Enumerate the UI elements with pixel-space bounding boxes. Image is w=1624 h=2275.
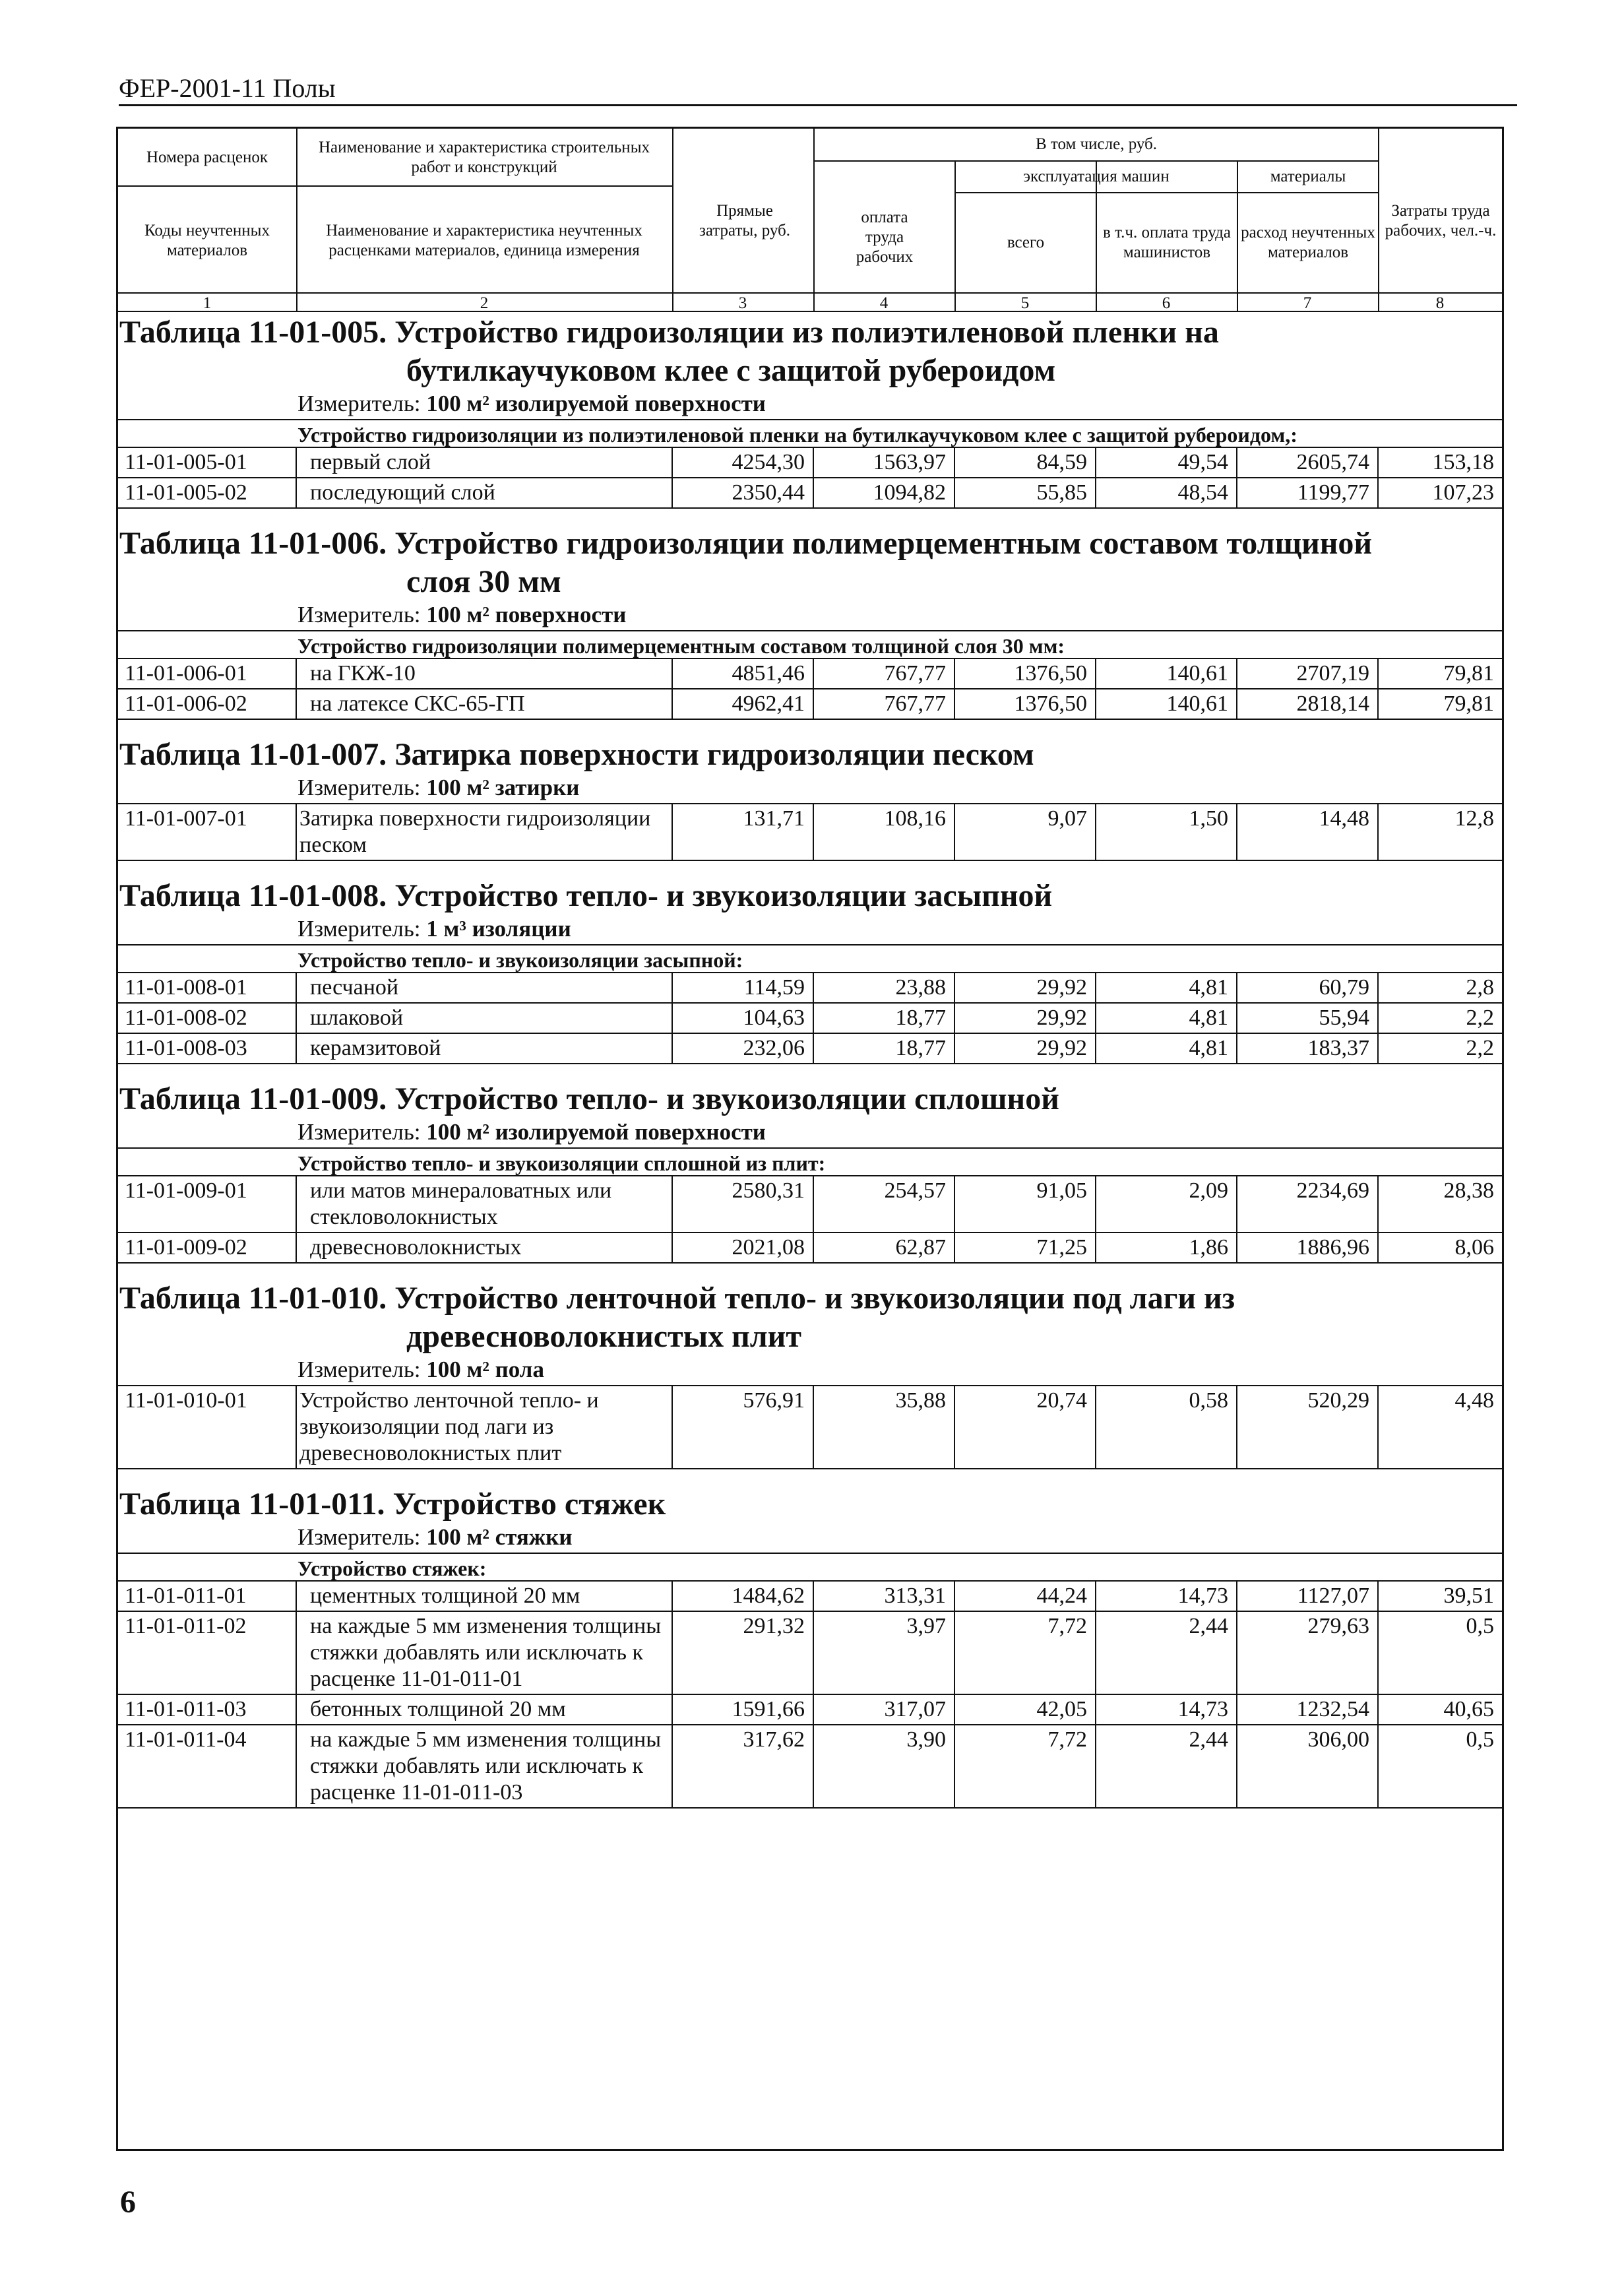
cell-operators: 1,50 bbox=[1096, 804, 1237, 860]
cell-name: Затирка поверхности гидроизоляции песком bbox=[296, 804, 672, 860]
unit-label: Измеритель: bbox=[297, 602, 427, 627]
cell-name: шлаковой bbox=[296, 1003, 672, 1033]
cell-hours: 40,65 bbox=[1378, 1694, 1502, 1725]
header-material-codes: Коды неучтенных материалов bbox=[144, 222, 270, 259]
unit-value: 100 м² изолируемой поверхности bbox=[426, 1119, 766, 1145]
cell-operators: 2,44 bbox=[1096, 1725, 1237, 1808]
cell-materials: 279,63 bbox=[1237, 1611, 1378, 1694]
header-direct-costs: Прямые затраты, руб. bbox=[699, 202, 791, 240]
unit-value: 100 м² изолируемой поверхности bbox=[426, 391, 766, 416]
cell-labor: 767,77 bbox=[813, 659, 954, 689]
unit-label: Измеритель: bbox=[297, 916, 427, 942]
cell-labor: 18,77 bbox=[813, 1003, 954, 1033]
header-work-name: Наименование и характеристика строительных работ и конструкций bbox=[318, 139, 650, 176]
cell-code: 11-01-010-01 bbox=[118, 1386, 296, 1469]
cell-code: 11-01-011-01 bbox=[118, 1582, 296, 1611]
section-title-line2: древесноволокнистых плит bbox=[406, 1319, 801, 1354]
cell-operators: 140,61 bbox=[1096, 659, 1237, 689]
cell-machines: 9,07 bbox=[954, 804, 1096, 860]
header-material-name: Наименование и характеристика неучтенных расценками материалов, единица измерения bbox=[326, 222, 642, 259]
section-group-label: Устройство стяжек: bbox=[118, 1553, 1502, 1582]
cell-hours: 12,8 bbox=[1378, 804, 1502, 860]
cell-code: 11-01-009-01 bbox=[118, 1176, 296, 1233]
cell-machines: 7,72 bbox=[954, 1611, 1096, 1694]
cell-materials: 2234,69 bbox=[1237, 1176, 1378, 1233]
cell-labor: 317,07 bbox=[813, 1694, 954, 1725]
unit-value: 100 м² затирки bbox=[426, 775, 580, 800]
table-row bbox=[118, 1233, 1502, 1263]
cell-direct: 4851,46 bbox=[672, 659, 813, 689]
cell-labor: 35,88 bbox=[813, 1386, 954, 1469]
table-row bbox=[118, 1176, 1502, 1233]
table-row bbox=[118, 1033, 1502, 1064]
column-number: 6 bbox=[1162, 294, 1171, 312]
cell-labor: 1563,97 bbox=[813, 448, 954, 478]
cell-machines: 84,59 bbox=[954, 448, 1096, 478]
cell-materials: 183,37 bbox=[1237, 1033, 1378, 1064]
header-operator-pay: в т.ч. оплата труда машинистов bbox=[1103, 224, 1231, 261]
cell-labor: 3,97 bbox=[813, 1611, 954, 1694]
rate-table-section bbox=[118, 313, 1502, 525]
cell-materials: 1199,77 bbox=[1237, 478, 1378, 508]
cell-hours: 79,81 bbox=[1378, 659, 1502, 689]
section-group-label bbox=[118, 1385, 1502, 1386]
rate-table-section bbox=[118, 1279, 1502, 1485]
column-number: 3 bbox=[738, 294, 747, 312]
cell-labor: 18,77 bbox=[813, 1033, 954, 1064]
cell-machines: 29,92 bbox=[954, 1003, 1096, 1033]
rate-table-section bbox=[118, 877, 1502, 1080]
cell-direct: 4962,41 bbox=[672, 689, 813, 719]
cell-name: на каждые 5 мм изменения толщины стяжки добавлять или исключать к расценке 11-01-011-03 bbox=[296, 1725, 672, 1808]
section-title bbox=[118, 525, 1502, 601]
cell-code: 11-01-008-02 bbox=[118, 1003, 296, 1033]
unit-value: 100 м² стяжки bbox=[426, 1524, 573, 1550]
table-row bbox=[118, 478, 1502, 508]
cell-code: 11-01-008-01 bbox=[118, 973, 296, 1003]
cell-direct: 2350,44 bbox=[672, 478, 813, 508]
section-group-label: Устройство гидроизоляции полимерцементным составом толщиной слоя 30 мм: bbox=[118, 630, 1502, 659]
unit-value: 1 м³ изоляции bbox=[426, 916, 571, 942]
section-title bbox=[118, 1080, 1502, 1118]
cell-code: 11-01-007-01 bbox=[118, 804, 296, 860]
cell-direct: 232,06 bbox=[672, 1033, 813, 1064]
column-number: 8 bbox=[1435, 294, 1445, 312]
cell-labor: 108,16 bbox=[813, 804, 954, 860]
cell-machines: 20,74 bbox=[954, 1386, 1096, 1469]
section-unit bbox=[118, 1356, 1502, 1385]
cell-name: последующий слой bbox=[296, 478, 672, 508]
unit-label: Измеритель: bbox=[297, 1357, 427, 1382]
rates-table bbox=[116, 127, 1504, 2151]
cell-hours: 8,06 bbox=[1378, 1233, 1502, 1263]
table-row bbox=[118, 689, 1502, 719]
cell-hours: 107,23 bbox=[1378, 478, 1502, 508]
header-labor-hours: Затраты труда рабочих, чел.-ч. bbox=[1385, 202, 1497, 240]
section-title-line1: Таблица 11-01-008. Устройство тепло- и звукоизоляции засыпной bbox=[119, 878, 1053, 913]
cell-operators: 140,61 bbox=[1096, 689, 1237, 719]
section-unit bbox=[118, 1118, 1502, 1147]
cell-materials: 14,48 bbox=[1237, 804, 1378, 860]
cell-name: на латексе СКС-65-ГП bbox=[296, 689, 672, 719]
cell-hours: 39,51 bbox=[1378, 1582, 1502, 1611]
section-title-line1: Таблица 11-01-011. Устройство стяжек bbox=[119, 1487, 666, 1522]
cell-code: 11-01-006-02 bbox=[118, 689, 296, 719]
section-title-line1: Таблица 11-01-009. Устройство тепло- и звукоизоляции сплошной bbox=[119, 1081, 1059, 1116]
section-group-label bbox=[118, 803, 1502, 804]
column-number: 2 bbox=[480, 294, 489, 312]
cell-materials: 1886,96 bbox=[1237, 1233, 1378, 1263]
table-row bbox=[118, 1694, 1502, 1725]
cell-materials: 2818,14 bbox=[1237, 689, 1378, 719]
cell-code: 11-01-005-01 bbox=[118, 448, 296, 478]
cell-operators: 49,54 bbox=[1096, 448, 1237, 478]
column-number: 5 bbox=[1020, 294, 1030, 312]
cell-hours: 28,38 bbox=[1378, 1176, 1502, 1233]
cell-code: 11-01-006-01 bbox=[118, 659, 296, 689]
section-title-line1: Таблица 11-01-007. Затирка поверхности гидроизоляции песком bbox=[119, 737, 1034, 772]
section-group-label: Устройство тепло- и звукоизоляции засыпной: bbox=[118, 944, 1502, 973]
cell-direct: 131,71 bbox=[672, 804, 813, 860]
cell-hours: 0,5 bbox=[1378, 1611, 1502, 1694]
cell-materials: 2707,19 bbox=[1237, 659, 1378, 689]
cell-code: 11-01-008-03 bbox=[118, 1033, 296, 1064]
cell-materials: 60,79 bbox=[1237, 973, 1378, 1003]
cell-direct: 317,62 bbox=[672, 1725, 813, 1808]
section-title bbox=[118, 313, 1502, 390]
cell-hours: 153,18 bbox=[1378, 448, 1502, 478]
section-unit bbox=[118, 774, 1502, 803]
cell-machines: 71,25 bbox=[954, 1233, 1096, 1263]
header-machines-total: всего bbox=[1007, 234, 1045, 251]
section-rows bbox=[118, 448, 1502, 509]
cell-direct: 576,91 bbox=[672, 1386, 813, 1469]
table-row bbox=[118, 659, 1502, 689]
rate-table-section bbox=[118, 736, 1502, 877]
table-row bbox=[118, 448, 1502, 478]
cell-materials: 1127,07 bbox=[1237, 1582, 1378, 1611]
unit-label: Измеритель: bbox=[297, 1524, 427, 1550]
cell-materials: 520,29 bbox=[1237, 1386, 1378, 1469]
cell-direct: 2580,31 bbox=[672, 1176, 813, 1233]
cell-operators: 4,81 bbox=[1096, 973, 1237, 1003]
cell-operators: 4,81 bbox=[1096, 1003, 1237, 1033]
header-rate-numbers: Номера расценок bbox=[146, 148, 268, 166]
cell-name: или матов минераловатных или стекловолокнистых bbox=[296, 1176, 672, 1233]
table-row bbox=[118, 1386, 1502, 1469]
section-title bbox=[118, 736, 1502, 774]
cell-labor: 62,87 bbox=[813, 1233, 954, 1263]
table-row bbox=[118, 1582, 1502, 1611]
cell-labor: 313,31 bbox=[813, 1582, 954, 1611]
rate-table-section bbox=[118, 525, 1502, 736]
cell-operators: 48,54 bbox=[1096, 478, 1237, 508]
cell-name: первый слой bbox=[296, 448, 672, 478]
document-title: ФЕР-2001-11 Полы bbox=[119, 73, 1517, 106]
section-group-label: Устройство тепло- и звукоизоляции сплошной из плит: bbox=[118, 1147, 1502, 1176]
cell-labor: 3,90 bbox=[813, 1725, 954, 1808]
cell-materials: 55,94 bbox=[1237, 1003, 1378, 1033]
table-header bbox=[118, 129, 1502, 312]
section-title-line1: Таблица 11-01-010. Устройство ленточной тепло- и звукоизоляции под лаги из bbox=[119, 1281, 1235, 1316]
section-rows bbox=[118, 973, 1502, 1064]
cell-hours: 4,48 bbox=[1378, 1386, 1502, 1469]
table-row bbox=[118, 1611, 1502, 1694]
cell-name: Устройство ленточной тепло- и звукоизоляции под лаги из древесноволокнистых плит bbox=[296, 1386, 672, 1469]
cell-operators: 14,73 bbox=[1096, 1694, 1237, 1725]
cell-machines: 1376,50 bbox=[954, 659, 1096, 689]
cell-labor: 767,77 bbox=[813, 689, 954, 719]
section-title-line2: слоя 30 мм bbox=[406, 564, 561, 599]
cell-machines: 29,92 bbox=[954, 1033, 1096, 1064]
cell-operators: 2,44 bbox=[1096, 1611, 1237, 1694]
cell-machines: 91,05 bbox=[954, 1176, 1096, 1233]
section-unit bbox=[118, 601, 1502, 630]
cell-machines: 1376,50 bbox=[954, 689, 1096, 719]
cell-hours: 2,2 bbox=[1378, 1033, 1502, 1064]
table-row bbox=[118, 1003, 1502, 1033]
column-number: 1 bbox=[203, 294, 212, 312]
cell-direct: 2021,08 bbox=[672, 1233, 813, 1263]
header-material-consumption: расход неучтенных материалов bbox=[1241, 224, 1375, 261]
table-body bbox=[118, 313, 1502, 1809]
section-rows bbox=[118, 1176, 1502, 1264]
table-row bbox=[118, 1725, 1502, 1808]
cell-direct: 291,32 bbox=[672, 1611, 813, 1694]
cell-operators: 0,58 bbox=[1096, 1386, 1237, 1469]
cell-machines: 29,92 bbox=[954, 973, 1096, 1003]
cell-name: бетонных толщиной 20 мм bbox=[296, 1694, 672, 1725]
cell-code: 11-01-011-02 bbox=[118, 1611, 296, 1694]
section-title bbox=[118, 1279, 1502, 1356]
column-number: 4 bbox=[879, 294, 889, 312]
section-unit bbox=[118, 390, 1502, 419]
cell-direct: 4254,30 bbox=[672, 448, 813, 478]
cell-labor: 1094,82 bbox=[813, 478, 954, 508]
section-title bbox=[118, 1485, 1502, 1523]
cell-name: древесноволокнистых bbox=[296, 1233, 672, 1263]
header-worker-pay: оплата труда рабочих bbox=[856, 208, 914, 266]
cell-machines: 44,24 bbox=[954, 1582, 1096, 1611]
unit-label: Измеритель: bbox=[297, 1119, 427, 1145]
cell-direct: 104,63 bbox=[672, 1003, 813, 1033]
cell-machines: 42,05 bbox=[954, 1694, 1096, 1725]
cell-operators: 14,73 bbox=[1096, 1582, 1237, 1611]
page-number: 6 bbox=[120, 2185, 136, 2220]
cell-direct: 1591,66 bbox=[672, 1694, 813, 1725]
cell-name: на ГКЖ-10 bbox=[296, 659, 672, 689]
cell-materials: 1232,54 bbox=[1237, 1694, 1378, 1725]
section-rows bbox=[118, 659, 1502, 720]
section-rows bbox=[118, 804, 1502, 861]
unit-value: 100 м² пола bbox=[426, 1357, 544, 1382]
cell-operators: 4,81 bbox=[1096, 1033, 1237, 1064]
header-including-group: В том числе, руб. bbox=[1035, 135, 1158, 153]
section-group-label: Устройство гидроизоляции из полиэтиленовой пленки на бутилкаучуковом клее с защитой рубероидом,: bbox=[118, 419, 1502, 448]
header-machine-operation: эксплуатация машин bbox=[1023, 168, 1170, 185]
cell-code: 11-01-011-04 bbox=[118, 1725, 296, 1808]
section-unit bbox=[118, 915, 1502, 944]
cell-code: 11-01-009-02 bbox=[118, 1233, 296, 1263]
cell-code: 11-01-005-02 bbox=[118, 478, 296, 508]
unit-label: Измеритель: bbox=[297, 391, 427, 416]
cell-hours: 0,5 bbox=[1378, 1725, 1502, 1808]
cell-code: 11-01-011-03 bbox=[118, 1694, 296, 1725]
section-title bbox=[118, 877, 1502, 915]
cell-materials: 2605,74 bbox=[1237, 448, 1378, 478]
unit-label: Измеритель: bbox=[297, 775, 427, 800]
section-unit bbox=[118, 1523, 1502, 1553]
section-title-line1: Таблица 11-01-006. Устройство гидроизоляции полимерцементным составом толщиной bbox=[119, 526, 1373, 561]
section-title-line1: Таблица 11-01-005. Устройство гидроизоляции из полиэтиленовой пленки на bbox=[119, 315, 1219, 350]
rate-table-section bbox=[118, 1485, 1502, 1809]
section-title-line2: бутилкаучуковом клее с защитой рубероидом bbox=[406, 353, 1056, 388]
cell-materials: 306,00 bbox=[1237, 1725, 1378, 1808]
cell-name: на каждые 5 мм изменения толщины стяжки добавлять или исключать к расценке 11-01-011-01 bbox=[296, 1611, 672, 1694]
cell-hours: 2,8 bbox=[1378, 973, 1502, 1003]
section-rows bbox=[118, 1582, 1502, 1809]
cell-name: цементных толщиной 20 мм bbox=[296, 1582, 672, 1611]
cell-operators: 1,86 bbox=[1096, 1233, 1237, 1263]
cell-operators: 2,09 bbox=[1096, 1176, 1237, 1233]
header-materials: материалы bbox=[1270, 168, 1346, 185]
cell-machines: 7,72 bbox=[954, 1725, 1096, 1808]
cell-direct: 1484,62 bbox=[672, 1582, 813, 1611]
table-row bbox=[118, 804, 1502, 860]
table-row bbox=[118, 973, 1502, 1003]
cell-machines: 55,85 bbox=[954, 478, 1096, 508]
cell-direct: 114,59 bbox=[672, 973, 813, 1003]
column-number: 7 bbox=[1303, 294, 1312, 312]
unit-value: 100 м² поверхности bbox=[426, 602, 627, 627]
cell-hours: 79,81 bbox=[1378, 689, 1502, 719]
cell-name: керамзитовой bbox=[296, 1033, 672, 1064]
cell-hours: 2,2 bbox=[1378, 1003, 1502, 1033]
cell-labor: 254,57 bbox=[813, 1176, 954, 1233]
section-rows bbox=[118, 1386, 1502, 1469]
cell-labor: 23,88 bbox=[813, 973, 954, 1003]
rate-table-section bbox=[118, 1080, 1502, 1279]
cell-name: песчаной bbox=[296, 973, 672, 1003]
